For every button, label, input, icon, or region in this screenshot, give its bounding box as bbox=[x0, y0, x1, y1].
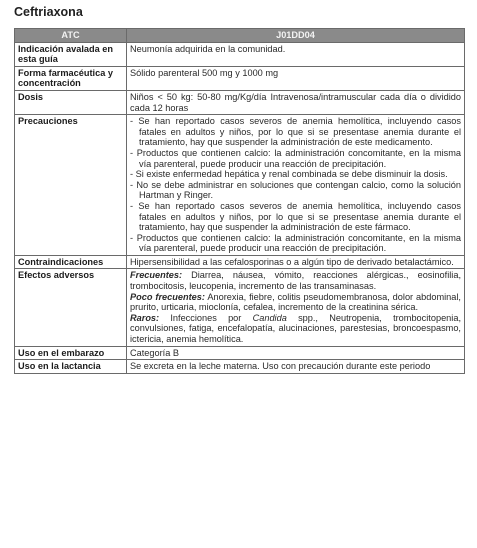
frecuentes-text: Diarrea, náusea, vómito, reacciones alérgicas., eosinofilia, trombocitosis, leucopenia, incremento de las transaminasas. bbox=[130, 270, 461, 292]
frecuentes-label: Frecuentes: bbox=[130, 270, 183, 281]
value-dosis: Niños < 50 kg: 50-80 mg/Kg/día Intravenosa/intramuscular cada día o dividido cada 12 horas bbox=[127, 90, 465, 114]
value-contraindicaciones: Hipersensibilidad a las cefalosporinas o a algún tipo de derivado betalactámico. bbox=[127, 255, 465, 269]
label-forma: Forma farmacéutica y concentración bbox=[15, 66, 127, 90]
atc-code-header: J01DD04 bbox=[127, 29, 465, 43]
atc-header: ATC bbox=[15, 29, 127, 43]
precaucion-item: - Si existe enfermedad hepática y renal combinada se debe disminuir la dosis. bbox=[130, 169, 448, 180]
poco-frecuentes-label: Poco frecuentes: bbox=[130, 291, 205, 302]
label-precauciones: Precauciones bbox=[15, 115, 127, 256]
row-efectos bbox=[15, 269, 465, 346]
row-contraindicaciones bbox=[15, 255, 465, 269]
efectos-frecuentes bbox=[130, 270, 461, 291]
precaucion-item: - Productos que contienen calcio: la administración concomitante, en la misma vía parenteral, puede producir una reacción de precipitación. bbox=[130, 232, 461, 254]
poco-frecuentes-text: Anorexia, fiebre, colitis pseudomembranosa, dolor abdominal, prurito, urticaria, mioclonía, cefalea, incremento de la creatinina sérica. bbox=[130, 291, 461, 313]
row-dosis bbox=[15, 90, 465, 114]
label-dosis: Dosis bbox=[15, 90, 127, 114]
label-embarazo: Uso en el embarazo bbox=[15, 346, 127, 360]
label-contraindicaciones: Contraindicaciones bbox=[15, 255, 127, 269]
value-forma: Sólido parenteral 500 mg y 1000 mg bbox=[127, 66, 465, 90]
raros-label: Raros: bbox=[130, 312, 160, 323]
precaucion-item: - Productos que contienen calcio: la administración concomitante, en la misma vía parenteral, puede producir una reacción de precipitación. bbox=[130, 147, 461, 169]
row-forma bbox=[15, 66, 465, 90]
value-efectos bbox=[127, 269, 465, 346]
precaucion-item: - Se han reportado casos severos de anemia hemolítica, incluyendo casos fatales en adultos y niños, por lo que si se presentase anemia durante el tratamiento, hay que suspender la administración de este fármaco. bbox=[130, 200, 461, 233]
raros-text-post: spp., Neutropenia, trombocitopenia, convulsiones, fatiga, encefalopatía, alucinaciones, parestesias, broncoespasmo, ictericia, anemia hemolítica. bbox=[130, 312, 461, 345]
precaucion-item: - No se debe administrar en soluciones que contengan calcio, como la solución Hartman y Ringer. bbox=[130, 179, 461, 201]
label-lactancia: Uso en la lactancia bbox=[15, 360, 127, 374]
value-precauciones bbox=[127, 115, 465, 256]
precaucion-item: - Se han reportado casos severos de anemia hemolítica, incluyendo casos fatales en adultos y niños, por lo que si se presentase anemia durante el tratamiento, hay que suspender la administración de este medicamento. bbox=[130, 116, 461, 148]
table-header-row bbox=[15, 29, 465, 43]
drug-info-table bbox=[14, 28, 465, 374]
row-indicacion bbox=[15, 42, 465, 66]
value-lactancia: Se excreta en la leche materna. Uso con precaución durante este periodo bbox=[127, 360, 465, 374]
label-efectos: Efectos adversos bbox=[15, 269, 127, 346]
value-embarazo: Categoría B bbox=[127, 346, 465, 360]
row-precauciones bbox=[15, 115, 465, 256]
efectos-poco-frecuentes bbox=[130, 292, 461, 313]
row-embarazo bbox=[15, 346, 465, 360]
efectos-raros bbox=[130, 313, 461, 345]
value-indicacion: Neumonía adquirida en la comunidad. bbox=[127, 42, 465, 66]
raros-text-pre: Infecciones por bbox=[159, 312, 253, 323]
page-title: Ceftriaxona bbox=[14, 5, 83, 19]
row-lactancia bbox=[15, 360, 465, 374]
label-indicacion: Indicación avalada en esta guía bbox=[15, 42, 127, 66]
raros-candida: Candida bbox=[252, 312, 287, 323]
